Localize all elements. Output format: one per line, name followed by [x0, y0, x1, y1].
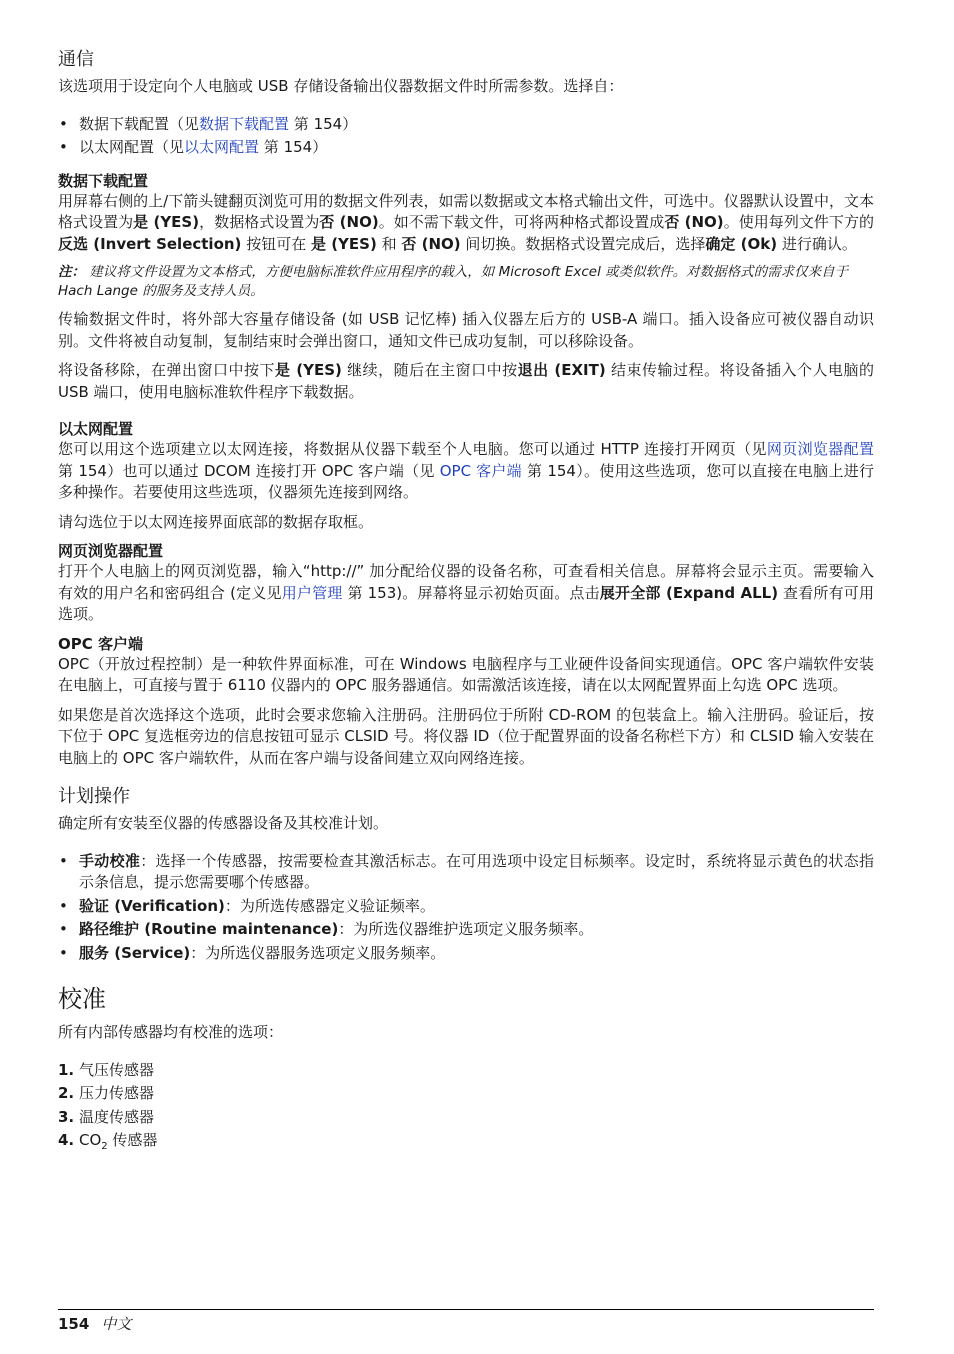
opc-paragraph-2: 如果您是首次选择这个选项，此时会要求您输入注册码。注册码位于所附 CD-ROM 的包装盒上。输入注册码。验证后，按下位于 OPC 复选框旁边的信息按钮可显示 CLSID 号。将仪器 ID（位于配置界面的设备名称栏下方）和 CLSID 输入安装在电脑上的 OPC 客户端软件，从而在客户端与设备间建立双向网络连接。	[58, 705, 874, 767]
list-item: 3. 温度传感器	[58, 1107, 155, 1126]
list-item-text: 数据下载配置（见	[79, 114, 200, 133]
page-footer	[58, 1309, 874, 1334]
subsection-title-data-download: 数据下载配置	[58, 171, 149, 190]
list-item-page-ref: 第 154）	[289, 114, 358, 133]
list-item: 1. 气压传感器	[58, 1060, 155, 1079]
list-item	[58, 114, 874, 136]
page-number: 154	[58, 1315, 90, 1333]
link-ethernet-config[interactable]: 以太网配置	[184, 138, 260, 156]
subsection-title-ethernet: 以太网配置	[58, 420, 134, 438]
communication-options-list	[58, 114, 874, 159]
note-label: 注：	[58, 264, 85, 280]
subsection-title-browser: 网页浏览器配置	[58, 542, 164, 560]
browser-paragraph: 打开个人电脑上的网页浏览器，输入“http://” 加分配给仪器的设备名称，可查看相关信息。屏幕将会显示主页。需要输入有效的用户名和密码组合 (定义见用户管理 第 153)。屏幕将显示初始页面。点击展开全部 (Expand ALL) 查看所有可用选项。	[58, 562, 874, 623]
schedule-intro: 确定所有安装至仪器的传感器设备及其校准计划。	[58, 814, 389, 832]
list-item: 2. 压力传感器	[58, 1084, 155, 1102]
list-item	[58, 137, 874, 159]
section-title-calibration: 校准	[58, 985, 106, 1013]
list-item: 4. $CO_2$ 传感器	[58, 1131, 158, 1152]
data-download-paragraph: 用屏幕右侧的上/下箭头键翻页浏览可用的数据文件列表，如需以数据或文本格式输出文件，可选中。仪器默认设置中，文本格式设置为是 (YES)，数据格式设置为否 (NO)。如不需下载文件，可将两种格式都设置成否 (NO)。使用每列文件下方的反选 (Invert Selection) 按钮可在 是 (YES) 和 否 (NO) 间切换。数据格式设置完成后，选择确定 (Ok) 进行确认。	[58, 191, 874, 253]
calibration-intro: 所有内部传感器均有校准的选项：	[58, 1023, 284, 1041]
list-item-page-ref: 第 154）	[259, 138, 328, 156]
list-item: • 服务 (Service)：为所选仪器服务选项定义服务频率。	[58, 943, 874, 965]
page-content	[58, 48, 874, 1170]
link-opc-client[interactable]: OPC 客户端	[439, 461, 522, 480]
schedule-options-list	[58, 851, 874, 965]
calibration-sensor-list	[58, 1060, 874, 1158]
remove-device-paragraph: 将设备移除，在弹出窗口中按下是 (YES) 继续，随后在主窗口中按退出 (EXIT) 结束传输过程。将设备插入个人电脑的 USB 端口，使用电脑标准软件程序下载数据。	[58, 361, 874, 401]
link-user-management[interactable]: 用户管理	[281, 583, 343, 602]
ethernet-checkbox-paragraph: 请勾选位于以太网连接界面底部的数据存取框。	[58, 512, 374, 531]
note-text: 注： 建议将文件设置为文本格式，方便电脑标准软件应用程序的载入，如 Microsoft Excel 或类似软件。对数据格式的需求仅来自于 Hach Lange 的服务及支持人员。	[58, 264, 849, 299]
section-title-communication: 通信	[58, 49, 94, 70]
list-item-text: 以太网配置（见	[79, 138, 185, 156]
ethernet-paragraph: 您可以用这个选项建立以太网连接，将数据从仪器下载至个人电脑。您可以通过 HTTP 连接打开网页（见网页浏览器配置 第 154）也可以通过 DCOM 连接打开 OPC 客户端（见 OPC 客户端 第 154）。使用这些选项，您可以直接在电脑上进行多种操作。若要使用这些选项，仪器须先连接到网络。	[58, 440, 875, 501]
opc-paragraph-1: OPC（开放过程控制）是一种软件界面标准，可在 Windows 电脑程序与工业硬件设备间实现通信。OPC 客户端软件安装在电脑上，可直接与置于 6110 仪器内的 OPC 服务器通信。如需激活该连接，请在以太网配置界面上勾选 OPC 选项。	[58, 654, 874, 694]
list-item: • 验证 (Verification)：为所选传感器定义验证频率。	[58, 896, 874, 918]
communication-intro: 该选项用于设定向个人电脑或 USB 存储设备输出仪器数据文件时所需参数。选择自：	[58, 77, 624, 95]
link-browser-config[interactable]: 网页浏览器配置	[766, 440, 874, 458]
footer-language: 中文	[101, 1315, 132, 1333]
subsection-title-opc: OPC 客户端	[58, 634, 143, 653]
list-item: • 手动校准：选择一个传感器，按需要检查其激活标志。在可用选项中设定目标频率。设定时，系统将显示黄色的状态指示条信息，提示您需要哪个传感器。	[58, 851, 874, 894]
section-title-schedule: 计划操作	[58, 786, 130, 807]
link-data-download-config[interactable]: 数据下载配置	[199, 114, 290, 133]
transfer-paragraph: 传输数据文件时，将外部大容量存储设备 (如 USB 记忆棒) 插入仪器左后方的 USB-A 端口。插入设备应可被仪器自动识别。文件将被自动复制，复制结束时会弹出窗口，通知文件已成功复制，可以移除设备。	[58, 310, 874, 350]
list-item: • 路径维护 (Routine maintenance)：为所选仪器维护选项定义服务频率。	[58, 919, 874, 941]
